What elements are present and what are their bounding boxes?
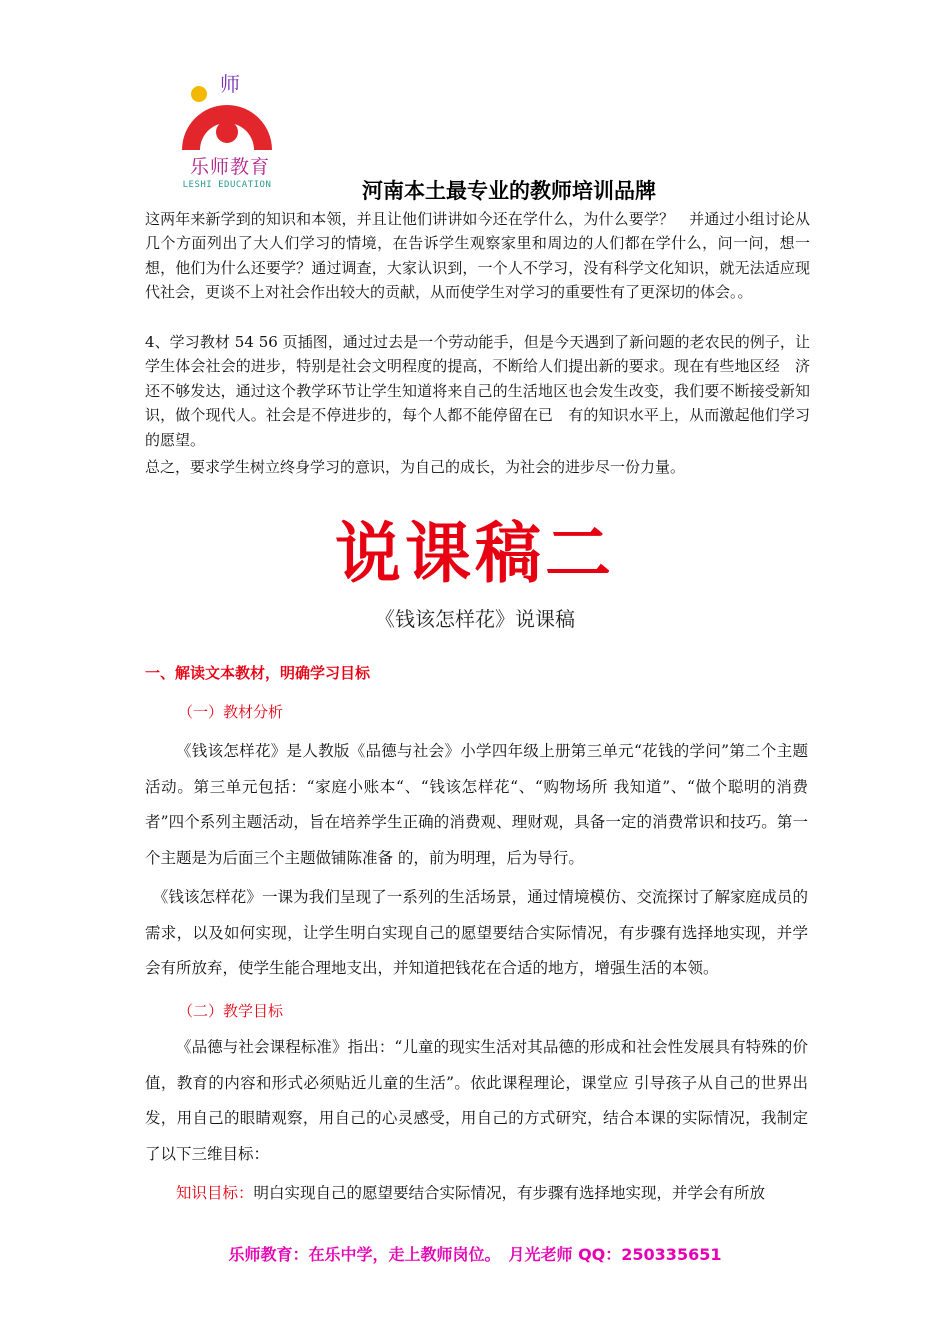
body-paragraph-2: 《钱该怎样花》一课为我们呈现了一系列的生活场景，通过情境模仿、交流探讨了解家庭成员的需求，以及如何实现，让学生明白实现自己的愿望要结合实际情况，有步骤有选择地实现，并学会有所放弃，使学生能合理地支出，并知道把钱花在合适的地方，增强生活的本领。 [145,888,808,977]
intro-paragraph-1: 这两年来新学到的知识和本领，并且让他们讲讲如今还在学什么，为什么要学？ 并通过小组讨论从几个方面列出了大人们学习的情境，在告诉学生观察家里和周边的人们都在学什么，问一问，想一想，他们为什么还要学？通过调查，大家认识到，一个人不学习，没有科学文化知识，就无法适应现代社会，更谈不上对社会作出较大的贡献，从而使学生对学习的重要性有了更深切的体会。。 [145,210,810,302]
lesson-subtitle: 《钱该怎样花》说课稿 [375,607,575,631]
logo-english: LESHI EDUCATION [182,180,272,190]
logo-name: 乐师教育 [189,156,270,178]
body-paragraph-3: 《品德与社会课程标准》指出：“儿童的现实生活对其品德的形成和社会性发展具有特殊的价值，教育的内容和形式必须贴近儿童的生活”。依此课程理论，课堂应 引导孩子从自己的世界出发，用自己的眼睛观察，用自己的心灵感受，用自己的方式研究，结合本课的实际情况，我制定了以下三维目标： [145,1038,808,1163]
subheading-teaching-goals: （二）教学目标 [178,1002,284,1020]
section-heading-1: 一、解读文本教材，明确学习目标 [145,664,371,682]
subheading-material-analysis: （一）教材分析 [178,703,284,721]
knowledge-goal-paragraph [145,1176,808,1212]
page-title: 说课稿二 [335,515,615,592]
intro-paragraph-2: 4、学习教材 54 56 页插图，通过过去是一个劳动能手，但是今天遇到了新问题的老农民的例子，让学生体会社会的进步，特别是社会文明程度的提高，不断给人们提出新的要求。现在有些地区经 济还不够发达，通过这个教学环节让学生知道将来自己的生活地区也会发生改变，我们要不断接受新知识，做个现代人。社会是不停进步的，每个人都不能停留在已 有的知识水平上，从而激起他们学习的愿望。 [145,333,810,449]
knowledge-goal-label: 知识目标： [176,1184,254,1202]
intro-paragraph-3: 总之，要求学生树立终身学习的意识，为自己的成长，为社会的进步尽一份力量。 [145,458,686,476]
leshi-logo [172,70,282,195]
knowledge-goal-text: 明白实现自己的愿望要结合实际情况，有步骤有选择地实现，并学会有所放 [253,1184,766,1202]
footer-contact: 乐师教育：在乐中学，走上教师岗位。 月光老师 QQ：250335651 [228,1245,722,1264]
body-paragraph-1: 《钱该怎样花》是人教版《品德与社会》小学四年级上册第三单元“花钱的学问”第二个主题活动。第三单元包括：“家庭小账本“、“钱该怎样花“、“购物场所 我知道”、“做个聪明的消费者”四个系列主题活动，旨在培养学生正确的消费观、理财观，具备一定的消费常识和技巧。第一个主题是为后面三个主题做铺陈准备 的，前为明理，后为导行。 [145,742,808,867]
logo-top-char: 师 [220,72,240,96]
brand-slogan: 河南本土最专业的教师培训品牌 [362,179,656,203]
